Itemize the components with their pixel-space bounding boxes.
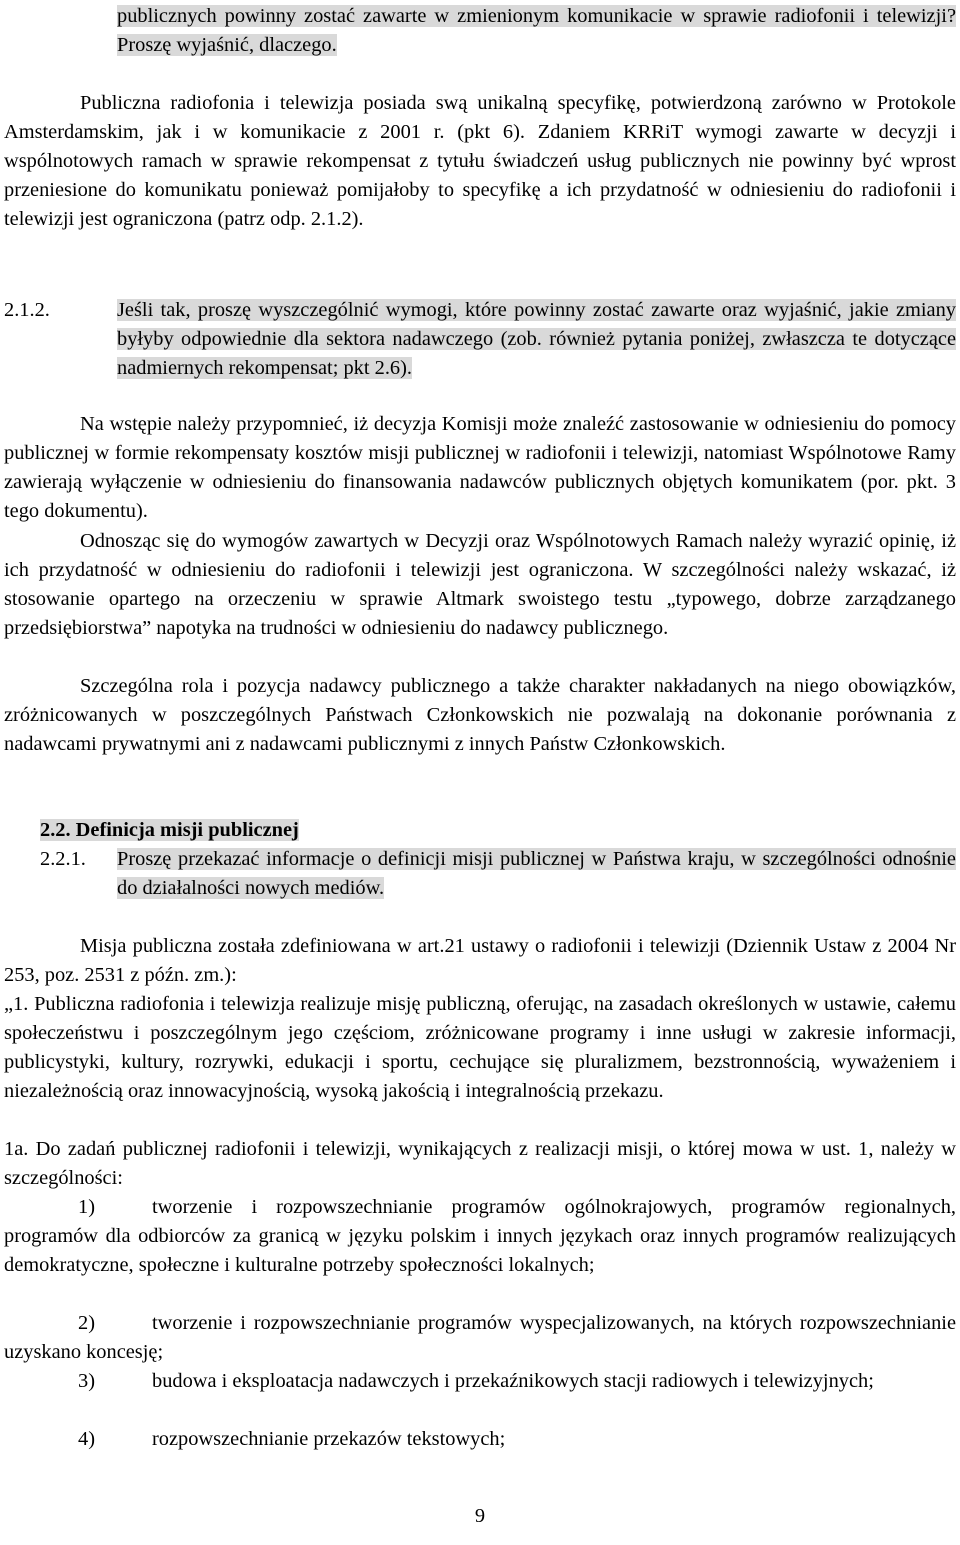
answer-2-2-1-intro: Misja publiczna została zdefiniowana w art.21 ustawy o radiofonii i telewizji (Dziennik Ustaw z 2004 Nr 253, poz. 2531 z późn. zm.):	[4, 935, 956, 986]
statute-quote-paragraph-1: „1. Publiczna radiofonia i telewizja realizuje misję publiczną, oferując, na zasadach określonych w ustawie, całemu społeczeństwu i poszczególnym jego częściom, zróżnicowane programy i inne usługi w zakresie informacji, publicystyki, kultury, rozrywki, edukacji i sportu, cechujące się pluralizmem, bezstronnością, wyważeniem i niezależnością oraz innowacyjnością, wysoką jakością i integralnością przekazu.	[4, 993, 956, 1102]
answer-2-1-1: Publiczna radiofonia i telewizja posiada swą unikalną specyfikę, potwierdzoną zarówno w Protokole Amsterdamskim, jak i w komunikacie z 2001 r. (pkt 6). Zdaniem KRRiT wymogi zawarte w decyzji i wspólnotowych ramach w sprawie rekompensat z tytułu świadczeń usług publicznych nie powinny być wprost przeniesione do komunikatu ponieważ pomijałoby to specyfikę a ich przydatność w odniesieniu do radiofonii i telewizji jest ograniczona (patrz odp. 2.1.2).	[4, 92, 956, 230]
list-item-text: tworzenie i rozpowszechnianie programów wyspecjalizowanych, na których rozpowszechnianie uzyskano koncesję;	[4, 1312, 956, 1363]
question-2-2-1-number: 2.2.1.	[40, 848, 86, 870]
list-item-text: tworzenie i rozpowszechnianie programów ogólnokrajowych, programów regionalnych, programów dla odbiorców za granicą w języku polskim i innych językach oraz innych programów realizujących demokratyczne, społeczne i kulturalne potrzeby społeczności lokalnych;	[4, 1196, 956, 1276]
list-item-text: rozpowszechnianie przekazów tekstowych;	[152, 1428, 506, 1450]
list-item-text: budowa i eksploatacja nadawczych i przekaźnikowych stacji radiowych i telewizyjnych;	[152, 1370, 874, 1392]
question-2-1-2-number: 2.1.2.	[4, 299, 50, 321]
question-2-1-2-text: Jeśli tak, proszę wyszczególnić wymogi, które powinny zostać zawarte oraz wyjaśnić, jakie zmiany byłyby odpowiednie dla sektora nadawczego (zob. również pytania poniżej, zwłaszcza te dotyczące nadmiernych rekompensat; pkt 2.6).	[117, 299, 956, 379]
list-item-number: 3)	[78, 1370, 95, 1392]
list-item-number: 4)	[78, 1428, 95, 1450]
section-2-2-heading: 2.2. Definicja misji publicznej	[40, 819, 299, 841]
page-number: 9	[474, 1505, 486, 1527]
answer-2-1-2-paragraph-2: Odnosząc się do wymogów zawartych w Decyzji oraz Wspólnotowych Ramach należy wyrazić opinię, iż ich przydatność w odniesieniu do radiofonii i telewizji jest ograniczona. W szczególności należy wskazać, iż stosowanie opartego na orzeczeniu w sprawie Altmark swoistego testu „typowego, dobrze zarządzanego przedsiębiorstwa” napotyka na trudności w odniesieniu do nadawcy publicznego.	[4, 530, 956, 639]
list-item-number: 2)	[78, 1312, 95, 1334]
answer-2-1-2-paragraph-3: Szczególna rola i pozycja nadawcy publicznego a także charakter nakładanych na niego obowiązków, zróżnicowanych w poszczególnych Państwach Członkowskich nie pozwalają na dokonanie porównania z nadawcami prywatnymi ani z nadawcami publicznymi z innych Państw Członkowskich.	[4, 675, 956, 755]
list-item-number: 1)	[78, 1196, 95, 1218]
question-2-1-1-tail: publicznych powinny zostać zawarte w zmienionym komunikacie w sprawie radiofonii i telewizji? Proszę wyjaśnić, dlaczego.	[117, 5, 956, 56]
question-2-2-1-text: Proszę przekazać informacje o definicji misji publicznej w Państwa kraju, w szczególności odnośnie do działalności nowych mediów.	[117, 848, 956, 899]
statute-quote-paragraph-1a: 1a. Do zadań publicznej radiofonii i telewizji, wynikających z realizacji misji, o której mowa w ust. 1, należy w szczególności:	[4, 1138, 956, 1189]
answer-2-1-2-paragraph-1: Na wstępie należy przypomnieć, iż decyzja Komisji może znaleźć zastosowanie w odniesieniu do pomocy publicznej w formie rekompensaty kosztów misji publicznej w radiofonii i telewizji, natomiast Wspólnotowe Ramy zawierają wyłączenie w odniesieniu do finansowania nadawców publicznych objętych komunikatem (por. pkt. 3 tego dokumentu).	[4, 413, 956, 522]
